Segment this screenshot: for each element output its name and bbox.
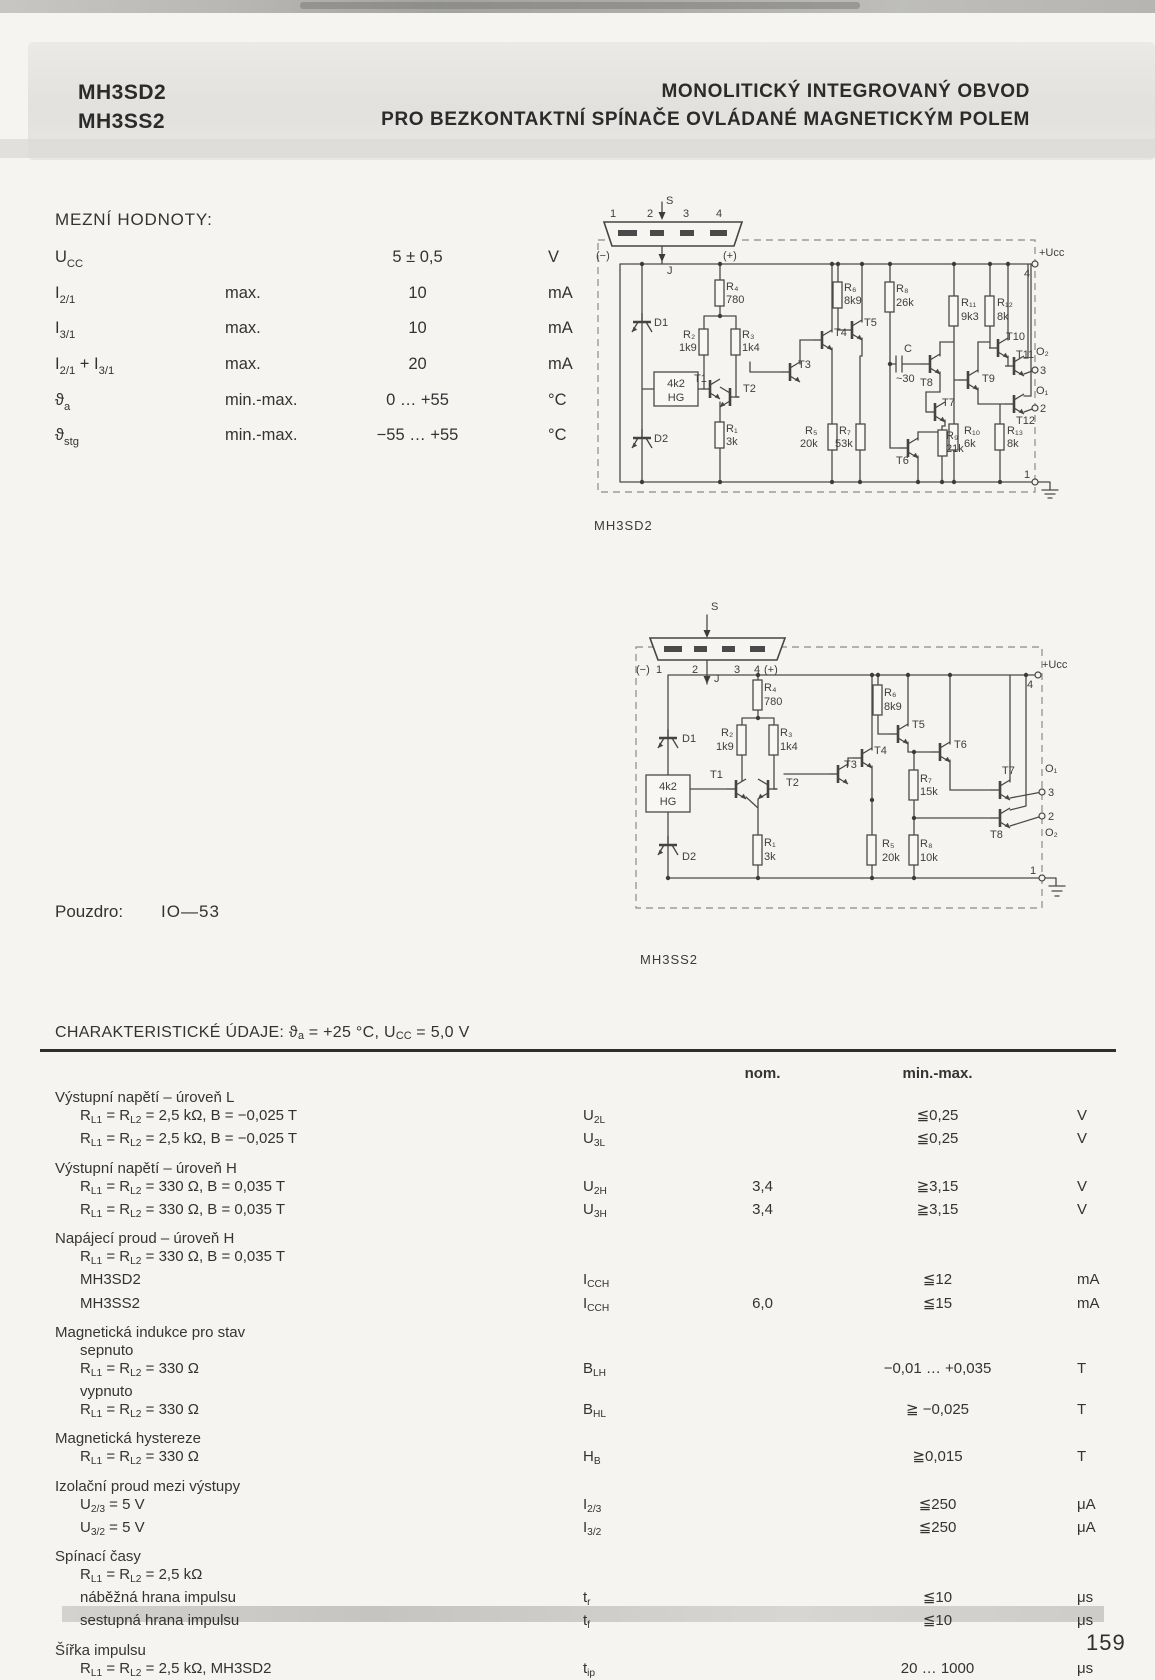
char-mm: ≦250 <box>918 1518 957 1536</box>
char-cond: $R_{L1} = R_{L2} = 330$ Ω <box>80 1448 199 1468</box>
limit-qual: min.-max. <box>225 390 298 409</box>
schematic-label: S <box>666 195 674 207</box>
schematic-label: 10k <box>920 852 938 864</box>
limit-val: 10 <box>408 283 427 302</box>
char-mm: −0,01 … +0,035 <box>883 1359 992 1377</box>
limit-row <box>55 350 675 386</box>
schematic-label: R₅ <box>805 425 818 437</box>
char-nom: 6,0 <box>752 1294 773 1312</box>
char-unit: V <box>1077 1130 1088 1148</box>
schematic-label: O₁ <box>1045 763 1058 775</box>
characteristics-group <box>55 1089 1116 1153</box>
mh3ss2-caption: MH3SS2 <box>640 952 699 967</box>
schematic-label: 3k <box>726 436 738 448</box>
schematic-label: 3 <box>683 208 690 220</box>
char-cond: náběžná hrana impulsu <box>80 1589 236 1607</box>
schematic-label: (+) <box>764 664 778 676</box>
char-sym: $t_{ip}$ <box>583 1659 596 1679</box>
characteristics-row <box>55 1519 1116 1542</box>
char-cond: MH3SD2 <box>80 1271 141 1289</box>
characteristics-group <box>55 1430 1116 1471</box>
char-nom <box>715 1566 810 1589</box>
char-unit: V <box>1077 1200 1088 1218</box>
schematic-label: O₂ <box>1045 827 1058 839</box>
char-sym <box>555 1248 715 1271</box>
schematic-label: 20k <box>800 438 818 450</box>
schematic-label: J <box>714 673 720 685</box>
char-unit <box>1065 1566 1115 1589</box>
schematic-label: 4 <box>716 208 723 220</box>
characteristics-row <box>55 1660 1116 1680</box>
schematic-label: 4 <box>1024 268 1031 280</box>
characteristics-row <box>55 1178 1116 1201</box>
schematic-label: T4 <box>874 745 887 757</box>
package-value: IO—53 <box>161 902 220 921</box>
char-mm <box>810 1383 1065 1401</box>
char-nom: 3,4 <box>752 1200 773 1218</box>
schematic-label: D1 <box>682 733 697 745</box>
document-title-line2: PRO BEZKONTAKTNÍ SPÍNAČE OVLÁDANÉ MAGNETICKÝM POLEM <box>381 109 1030 130</box>
char-mm: ≧3,15 <box>916 1177 959 1195</box>
characteristics-row <box>55 1496 1116 1519</box>
char-mm: ≦250 <box>918 1495 957 1513</box>
scan-artifact-top-streak <box>300 2 860 9</box>
char-mm <box>810 1342 1065 1360</box>
group-title: Výstupní napětí – úroveň H <box>55 1159 237 1177</box>
package-line <box>55 902 220 922</box>
limit-sym: $I_{2/1} + I_{3/1}$ <box>55 354 115 377</box>
char-nom <box>715 1383 810 1401</box>
limit-qual: min.-max. <box>225 426 298 445</box>
schematic-label: T9 <box>982 373 995 385</box>
schematic-label: 1k9 <box>679 342 697 354</box>
char-sym: $B_{HL}$ <box>583 1401 607 1421</box>
char-cond: $R_{L1} = R_{L2} = 330$ Ω <box>80 1359 199 1380</box>
char-mm: ≦10 <box>922 1589 953 1607</box>
schematic-label: HG <box>659 796 677 808</box>
limit-qual <box>225 243 355 279</box>
char-unit <box>1065 1383 1115 1401</box>
characteristics-row <box>55 1271 1116 1294</box>
limit-unit: °C <box>548 426 567 445</box>
char-cond: sepnuto <box>80 1341 134 1359</box>
char-mm: ≧0,015 <box>912 1448 963 1466</box>
schematic-label: S <box>711 601 719 613</box>
characteristics-row <box>55 1448 1116 1471</box>
char-nom <box>715 1660 810 1680</box>
char-unit <box>1065 1342 1115 1360</box>
schematic-label: (+) <box>723 250 737 262</box>
char-nom <box>715 1130 810 1153</box>
schematic-label: 1 <box>1024 469 1031 481</box>
characteristics-group <box>55 1478 1116 1542</box>
char-unit: mA <box>1077 1294 1100 1312</box>
characteristics-group <box>55 1160 1116 1224</box>
char-sym: $B_{LH}$ <box>583 1359 607 1380</box>
column-header-nom: nom. <box>744 1065 781 1083</box>
schematic-label: 4k2 <box>659 781 677 793</box>
schematic-label: R₁₀ <box>964 425 981 437</box>
schematic-label: +Ucc <box>1039 247 1065 259</box>
limit-val: 0 … +55 <box>386 390 449 409</box>
characteristics-group <box>55 1230 1116 1318</box>
char-unit: μs <box>1077 1589 1094 1607</box>
schematic-label: 20k <box>882 852 900 864</box>
schematic-label: T6 <box>954 739 967 751</box>
char-mm: ≦12 <box>922 1271 953 1289</box>
char-sym <box>555 1566 715 1589</box>
schematic-label: D1 <box>654 317 669 329</box>
schematic-label: 53k <box>835 438 853 450</box>
part-numbers <box>78 78 166 136</box>
characteristics-group <box>55 1324 1116 1424</box>
group-title: Šířka impulsu <box>55 1641 146 1659</box>
schematic-label: 1 <box>610 208 617 220</box>
limit-row <box>55 421 675 457</box>
schematic-label: 8k9 <box>884 701 902 713</box>
char-cond: MH3SS2 <box>80 1294 141 1312</box>
schematic-label: R₃ <box>742 329 755 341</box>
limit-unit: mA <box>548 354 573 373</box>
limit-qual: max. <box>225 319 261 338</box>
schematic-label: 1 <box>656 664 663 676</box>
char-nom <box>715 1496 810 1519</box>
schematic-label: R₆ <box>884 687 897 699</box>
mh3sd2-schematic <box>590 192 1070 522</box>
schematic-label: T8 <box>920 377 933 389</box>
char-nom <box>715 1589 810 1612</box>
char-nom <box>715 1271 810 1294</box>
char-nom: 3,4 <box>752 1177 773 1195</box>
part-number-1: MH3SD2 <box>78 81 167 104</box>
schematic-label: R₂ <box>683 329 696 341</box>
schematic-label: 2 <box>1040 403 1047 415</box>
char-nom <box>715 1248 810 1271</box>
schematic-label: T5 <box>864 317 877 329</box>
group-title: Izolační proud mezi výstupy <box>55 1477 241 1495</box>
schematic-label: R₇ <box>839 425 851 437</box>
char-unit: T <box>1077 1401 1087 1419</box>
schematic-label: 26k <box>896 297 914 309</box>
char-unit <box>1065 1248 1115 1271</box>
limit-val: 5 ± 0,5 <box>392 248 443 266</box>
limit-row <box>55 279 675 315</box>
schematic-label: T11 <box>1016 349 1035 361</box>
char-sym: $I_{CCH}$ <box>583 1271 610 1291</box>
char-sym: $I_{2/3}$ <box>583 1495 602 1515</box>
schematic-label: T7 <box>1002 765 1015 777</box>
limit-unit: V <box>548 248 560 266</box>
schematic-label: 8k <box>997 311 1009 323</box>
page-number: 159 <box>1086 1630 1126 1655</box>
char-nom <box>715 1360 810 1383</box>
schematic-label: R₁ <box>764 837 776 849</box>
schematic-label: (−) <box>596 250 610 262</box>
limit-val: 20 <box>408 354 427 373</box>
limit-values-section <box>55 210 675 457</box>
schematic-label: 21k <box>946 443 964 455</box>
schematic-label: R₄ <box>764 682 777 694</box>
char-unit: μs <box>1077 1612 1094 1630</box>
schematic-label: R₁ <box>726 423 738 435</box>
char-unit: μs <box>1077 1659 1094 1677</box>
schematic-label: R₈ <box>896 283 909 295</box>
char-sym <box>555 1342 715 1360</box>
char-cond: $R_{L1} = R_{L2} = 2,5$ kΩ <box>80 1565 203 1586</box>
schematic-label: 4k2 <box>667 378 685 390</box>
char-sym: $U_{2L}$ <box>583 1107 606 1127</box>
char-cond: $U_{3/2} = 5$ V <box>80 1518 145 1538</box>
limit-unit: °C <box>548 390 567 409</box>
schematic-label: 3k <box>764 851 776 863</box>
limit-values-table <box>55 243 675 457</box>
char-mm: ≦0,25 <box>916 1130 959 1148</box>
schematic-label: T1 <box>694 373 707 385</box>
schematic-label: 3 <box>1040 365 1047 377</box>
char-unit: μA <box>1077 1495 1096 1513</box>
char-sym: $H_B$ <box>583 1448 601 1468</box>
char-unit: T <box>1077 1359 1087 1377</box>
mh3sd2-caption: MH3SD2 <box>594 518 653 533</box>
char-mm: ≧ −0,025 <box>905 1401 970 1419</box>
char-sym: $U_{2H}$ <box>583 1177 607 1197</box>
schematic-label: +Ucc <box>1042 659 1068 671</box>
char-cond: $R_{L1} = R_{L2} = 2,5$ kΩ, MH3SD2 <box>80 1659 272 1679</box>
schematic-label: ~30 <box>896 373 915 385</box>
schematic-label: J <box>667 265 673 277</box>
char-nom <box>715 1107 810 1130</box>
package-outline <box>604 222 742 246</box>
group-title: Spínací časy <box>55 1547 141 1565</box>
part-number-2: MH3SS2 <box>78 110 166 133</box>
schematic-label: T10 <box>1006 331 1025 343</box>
characteristics-row <box>55 1248 1116 1271</box>
char-mm: 20 … 1000 <box>900 1659 975 1677</box>
schematic-label: T1 <box>710 769 723 781</box>
char-nom <box>715 1401 810 1424</box>
schematic-label: T5 <box>912 719 925 731</box>
char-sym: $U_{3L}$ <box>583 1130 606 1150</box>
limit-unit: mA <box>548 283 573 302</box>
characteristics-row <box>55 1201 1116 1224</box>
char-cond: vypnuto <box>80 1383 133 1401</box>
char-unit: μA <box>1077 1518 1096 1536</box>
package-label: Pouzdro: <box>55 902 124 921</box>
scan-artifact-header-band <box>0 139 1155 158</box>
limit-row <box>55 314 675 350</box>
schematic-label: R₁₃ <box>1007 425 1024 437</box>
group-title: Napájecí proud – úroveň H <box>55 1230 235 1248</box>
char-unit: T <box>1077 1448 1087 1466</box>
char-mm <box>810 1248 1065 1271</box>
characteristics-table <box>55 1089 1116 1680</box>
limit-qual: max. <box>225 283 261 302</box>
schematic-label: O₁ <box>1036 385 1049 397</box>
char-cond: $U_{2/3} = 5$ V <box>80 1495 145 1515</box>
schematic-label: T4 <box>834 327 847 339</box>
schematic-label: T2 <box>786 777 799 789</box>
char-sym: $U_{3H}$ <box>583 1200 607 1221</box>
group-title: Magnetická hystereze <box>55 1430 201 1448</box>
schematic-label: 4 <box>1027 679 1034 691</box>
schematic-label: 780 <box>726 294 745 306</box>
schematic-label: 2 <box>1048 811 1055 823</box>
limit-row <box>55 386 675 422</box>
group-title: Magnetická indukce pro stav <box>55 1323 246 1341</box>
schematic-label: D2 <box>682 851 697 863</box>
schematic-label: 780 <box>764 696 783 708</box>
characteristics-heading: CHARAKTERISTICKÉ ÚDAJE: $ϑ_a = +25$ °C, $U_{CC} = 5,0$ V <box>55 1024 470 1043</box>
schematic-label: R₃ <box>780 727 793 739</box>
schematic-label: T8 <box>990 829 1003 841</box>
limit-val: −55 … +55 <box>376 426 459 445</box>
schematic-label: R₆ <box>844 282 857 294</box>
schematic-label: R₅ <box>882 838 895 850</box>
char-nom <box>715 1342 810 1360</box>
schematic-label: 3 <box>734 664 741 676</box>
characteristics-row <box>55 1401 1116 1424</box>
schematic-label: T7 <box>942 397 955 409</box>
schematic-label: T3 <box>844 759 857 771</box>
char-cond: $R_{L1} = R_{L2} = 2,5$ kΩ, B = −0,025 T <box>80 1130 298 1150</box>
pin-terminals <box>1035 672 1045 881</box>
char-sym: $t_f$ <box>583 1612 591 1632</box>
schematic-label: 1k4 <box>780 741 798 753</box>
limit-row <box>55 243 675 279</box>
char-mm: ≦10 <box>922 1612 953 1630</box>
schematic-label: 8k9 <box>844 295 862 307</box>
characteristics-column-headers <box>55 1065 1116 1083</box>
schematic-label: T6 <box>896 455 909 467</box>
schematic-label: R₄ <box>726 281 739 293</box>
characteristics-row <box>55 1107 1116 1130</box>
char-cond: $R_{L1} = R_{L2} = 330$ Ω <box>80 1401 199 1421</box>
schematic-label: 9k3 <box>961 311 979 323</box>
limit-sym: $ϑ_a$ <box>55 390 71 413</box>
schematic-label: 1k4 <box>742 342 760 354</box>
schematic-label: R₇ <box>920 773 932 785</box>
char-sym <box>555 1383 715 1401</box>
schematic-label: R₈ <box>920 838 933 850</box>
characteristics-row <box>55 1383 1116 1401</box>
column-header-minmax: min.-max. <box>902 1065 973 1083</box>
schematic-label: C <box>904 343 912 355</box>
schematic-label: 3 <box>1048 787 1055 799</box>
table-rule <box>40 1049 1116 1052</box>
schematic-label: 6k <box>964 438 976 450</box>
characteristics-row <box>55 1130 1116 1153</box>
schematic-label: T3 <box>798 359 811 371</box>
char-cond: $R_{L1} = R_{L2} = 330$ Ω, B = 0,035 T <box>80 1248 286 1268</box>
char-cond: $R_{L1} = R_{L2} = 2,5$ kΩ, B = −0,025 T <box>80 1107 298 1127</box>
mh3ss2-schematic <box>590 560 1070 920</box>
char-nom <box>715 1519 810 1542</box>
char-nom <box>715 1612 810 1635</box>
circuit-boundary <box>598 240 1035 492</box>
limit-sym: $I_{3/1}$ <box>55 319 76 342</box>
schematic-label: 2 <box>692 664 699 676</box>
limit-qual: max. <box>225 354 261 373</box>
schematic-label: O₂ <box>1036 346 1049 358</box>
document-title <box>330 78 1030 134</box>
char-cond: $R_{L1} = R_{L2} = 330$ Ω, B = 0,035 T <box>80 1200 286 1221</box>
char-unit: mA <box>1077 1271 1100 1289</box>
schematic-label: (−) <box>636 664 650 676</box>
char-mm: ≦0,25 <box>916 1107 959 1125</box>
characteristics-row <box>55 1342 1116 1360</box>
schematic-label: T12 <box>1016 415 1035 427</box>
characteristics-group <box>55 1548 1116 1636</box>
schematic-label: 1 <box>1030 865 1037 877</box>
limit-sym: $U_{CC}$ <box>55 248 84 271</box>
schematic-label: D2 <box>654 433 669 445</box>
char-sym: $I_{3/2}$ <box>583 1518 602 1538</box>
schematic-label: R₉ <box>946 430 959 442</box>
schematic-label: 4 <box>754 664 761 676</box>
characteristics-row <box>55 1589 1116 1612</box>
package-outline <box>650 638 785 660</box>
schematic-label: T2 <box>743 383 756 395</box>
characteristics-row <box>55 1566 1116 1589</box>
char-mm <box>810 1566 1065 1589</box>
char-cond: $R_{L1} = R_{L2} = 330$ Ω, B = 0,035 T <box>80 1177 286 1197</box>
char-unit: V <box>1077 1107 1088 1125</box>
char-nom <box>715 1448 810 1471</box>
characteristics-section <box>40 1024 1116 1680</box>
schematic-label: 1k9 <box>716 741 734 753</box>
schematic-label: HG <box>667 392 685 404</box>
limit-sym: $I_{2/1}$ <box>55 283 76 306</box>
limit-sym: $ϑ_{stg}$ <box>55 426 79 449</box>
char-unit: V <box>1077 1177 1088 1195</box>
schematic-label: R₁₂ <box>997 297 1013 309</box>
schematic-label: R₂ <box>721 727 734 739</box>
schematic-label: 8k <box>1007 438 1019 450</box>
group-title: Výstupní napětí – úroveň L <box>55 1089 235 1107</box>
characteristics-row <box>55 1295 1116 1318</box>
schematic-label: R₁₁ <box>961 297 977 309</box>
characteristics-row <box>55 1612 1116 1635</box>
schematic-label: 15k <box>920 786 938 798</box>
char-mm: ≦15 <box>922 1294 953 1312</box>
document-title-line1: MONOLITICKÝ INTEGROVANÝ OBVOD <box>661 81 1030 102</box>
char-mm: ≧3,15 <box>916 1200 959 1218</box>
limit-values-heading: MEZNÍ HODNOTY: <box>55 210 213 229</box>
char-sym: $t_r$ <box>583 1589 591 1609</box>
limit-unit: mA <box>548 319 573 338</box>
char-sym: $I_{CCH}$ <box>583 1294 610 1314</box>
characteristics-group <box>55 1642 1116 1680</box>
schematic-label: 2 <box>647 208 654 220</box>
characteristics-row <box>55 1360 1116 1383</box>
limit-val: 10 <box>408 319 427 338</box>
char-cond: sestupná hrana impulsu <box>80 1612 240 1630</box>
